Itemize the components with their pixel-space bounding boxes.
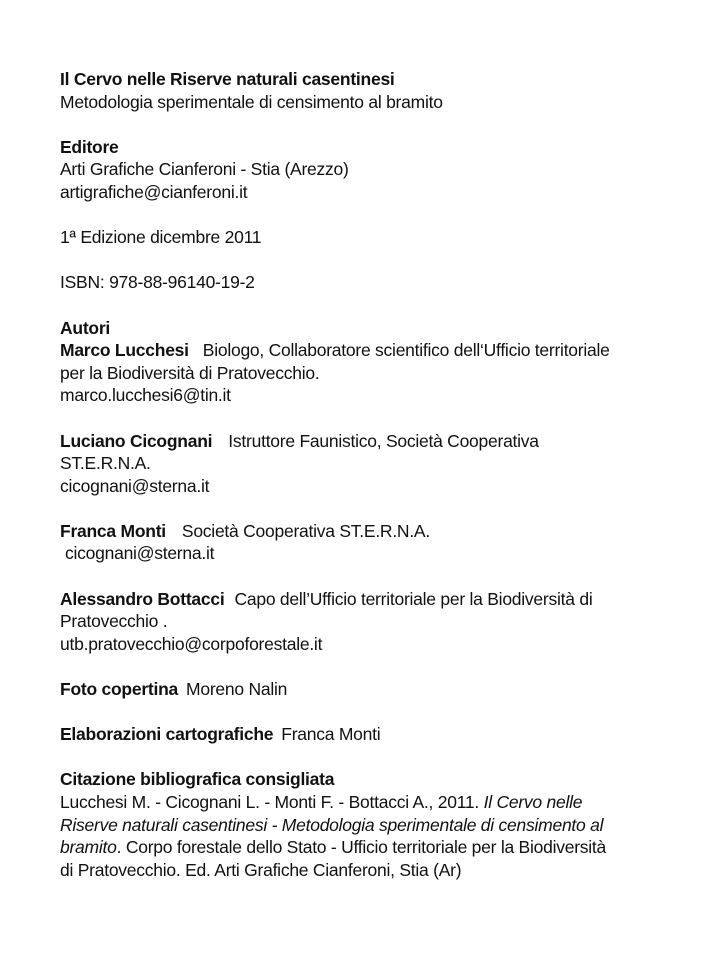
citation-title: Il Cervo nelle: [483, 792, 583, 812]
cover-photo-credit: [60, 678, 690, 701]
book-subtitle: Metodologia sperimentale di censimento al bramito: [60, 91, 443, 112]
author-role-continued: Pratovecchio .: [60, 611, 168, 632]
author-name: Franca Monti: [60, 520, 166, 541]
citation-authors-year: Lucchesi M. - Cicognani L. - Monti F. - Bottacci A., 2011.: [60, 792, 484, 812]
citation-title-continued: Riserve naturali casentinesi - Metodologia sperimentale di censimento al: [60, 814, 604, 835]
author-role: Istruttore Faunistico, Società Cooperativa: [228, 430, 539, 451]
citation-publisher: . Corpo forestale dello Stato - Ufficio territoriale per la Biodiversità: [116, 837, 607, 858]
citation-heading: Citazione bibliografica consigliata: [60, 769, 335, 790]
author-email: [60, 542, 690, 565]
author-entry: [60, 520, 690, 543]
author-role-continued: per la Biodiversità di Pratovecchio.: [60, 362, 320, 383]
author-role: Biologo, Collaboratore scientifico dell‘Ufficio territoriale: [202, 340, 610, 361]
author-email-text: cicognani@sterna.it: [65, 543, 215, 564]
author-email: cicognani@sterna.it: [60, 475, 210, 496]
author-name: Alessandro Bottacci: [60, 588, 225, 609]
publisher-heading: Editore: [60, 136, 119, 157]
cover-photo-value: Moreno Nalin: [186, 679, 288, 700]
author-name: Marco Lucchesi: [60, 340, 189, 361]
publisher-name: Arti Grafiche Cianferoni - Stia (Arezzo): [60, 159, 349, 180]
author-entry: [60, 430, 690, 453]
citation-line: [60, 836, 690, 859]
publisher-email: artigrafiche@cianferoni.it: [60, 181, 248, 202]
author-email: marco.lucchesi6@tin.it: [60, 385, 231, 406]
cartography-credit: [60, 723, 690, 746]
author-role: Società Cooperativa ST.E.R.N.A.: [181, 520, 430, 541]
citation-publisher-continued: di Pratovecchio. Ed. Arti Grafiche Cianferoni, Stia (Ar): [60, 859, 462, 880]
isbn-line: ISBN: 978-88-96140-19-2: [60, 272, 255, 293]
author-role-continued: ST.E.R.N.A.: [60, 453, 151, 474]
cartography-label: Elaborazioni cartografiche: [60, 724, 274, 745]
author-email: utb.pratovecchio@corpoforestale.it: [60, 633, 323, 654]
author-role: Capo dell’Ufficio territoriale per la Biodiversità di: [234, 588, 593, 609]
book-title: Il Cervo nelle Riserve naturali casentinesi: [60, 69, 395, 89]
authors-heading: Autori: [60, 317, 111, 338]
edition-line: 1ª Edizione dicembre 2011: [60, 227, 262, 248]
author-entry: [60, 588, 690, 611]
author-entry: [60, 339, 690, 362]
author-name: Luciano Cicognani: [60, 430, 213, 451]
citation-title-end: bramito: [60, 837, 117, 858]
cover-photo-label: Foto copertina: [60, 679, 179, 700]
colophon-page: [60, 68, 690, 881]
citation-line: [60, 791, 690, 814]
cartography-value: Franca Monti: [281, 724, 381, 745]
